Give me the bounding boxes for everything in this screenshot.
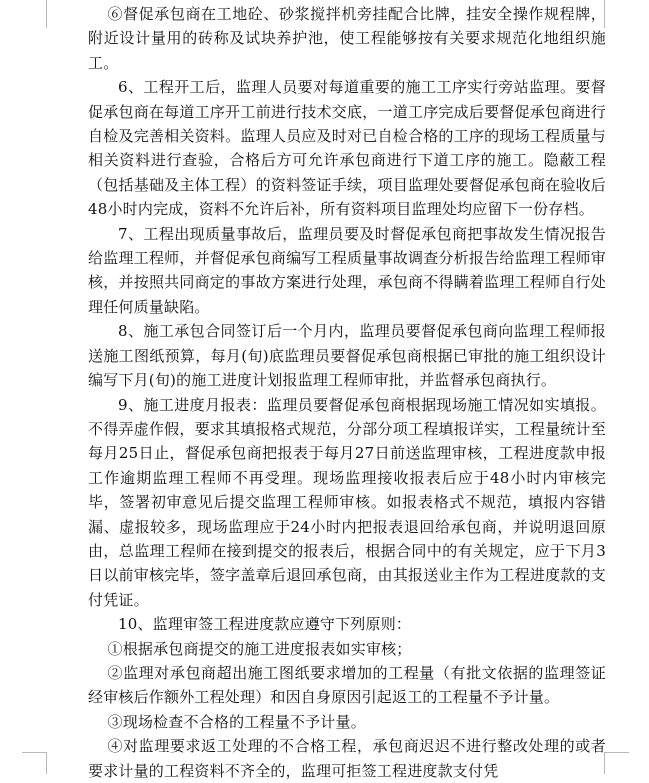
clause-8-construction-budget: 8、施工承包合同签订后一个月内，监理员要督促承包商向监理工程师报送施工图纸预算，每月(旬)底监理员要督促承包商根据已审批的施工组织设计编写下月(旬)的施工进度计划报监理工程师审批，并监督承包商执行。 <box>88 322 606 390</box>
clause-7-quality-accident: 7、工程出现质量事故后，监理员要及时督促承包商把事故发生情况报告给监理工程师，并督促承包商编写工程质量事故调查分析报告给监理工程师审核，并按照共同商定的事故方案进行处理，承包商不得瞒着监理工程师自行处理任何质量缺陷。 <box>88 224 606 316</box>
margin-corner-mark <box>605 752 629 753</box>
list-item-6-signage: ⑥督促承包商在工地砼、砂浆搅拌机旁挂配合比牌，挂安全操作规程牌，附近设计量用的砖称及试块养护池，使工程能够按有关要求规范化地组织施工。 <box>88 5 606 72</box>
margin-corner-mark <box>22 752 46 753</box>
document-page <box>88 2 606 783</box>
list-item-principle-3: ③现场检查不合格的工程量不予计量。 <box>107 712 366 731</box>
list-item-principle-2: ②监理对承包商超出施工图纸要求增加的工程量（有批文依据的监理签证经审核后作额外工程处理）和因自身原因引起返工的工程量不予计量。 <box>88 663 606 707</box>
clause-6-side-supervision: 6、工程开工后，监理人员要对每道重要的施工工序实行旁站监理。要督促承包商在每道工序开工前进行技术交底，一道工序完成后要督促承包商进行自检及完善相关资料。监理人员应及时对已自检合格的工序的现场工程质量与相关资料进行查验，合格后方可允许承包商进行下道工序的施工。隐蔽工程（包括基础及主体工程）的资料签证手续，项目监理处要督促承包商在验收后48小时内完成，资料不允许后补，所有资料项目监理处均应留下一份存档。 <box>88 78 606 219</box>
list-item-principle-1: ①根据承包商提交的施工进度报表如实审核； <box>107 639 412 658</box>
margin-corner-mark <box>46 0 47 28</box>
clause-10-payment-principles: 10、监理审签工程进度款应遵守下列原则： <box>118 615 412 634</box>
margin-corner-mark <box>46 752 47 774</box>
clause-9-monthly-progress-report: 9、施工进度月报表：监理员要督促承包商根据现场施工情况如实填报。不得弄虚作假，要求其填报格式规范，分部分项工程填报详实，工程量统计至每月25日止，督促承包商把报表于每月27日前送监理审核，工程进度款申报工作逾期监理工程师不再受理。现场监理接收报表后应于48小时内审核完毕，签署初审意见后提交监理工程师审核。如报表格式不规范，填报内容错漏、虚报较多，现场监理应于24小时内把报表退回给承包商，并说明退回原由，总监理工程师在接到提交的报表后，根据合同中的有关规定，应于下月3日以前审核完毕，签字盖章后退回承包商，由其报送业主作为工程进度款的支付凭证。 <box>88 395 606 609</box>
list-item-principle-4: ④对监理要求返工处理的不合格工程，承包商迟迟不进行整改处理的或者要求计量的工程资料不齐全的，监理可拒签工程进度款支付凭 <box>88 737 606 780</box>
